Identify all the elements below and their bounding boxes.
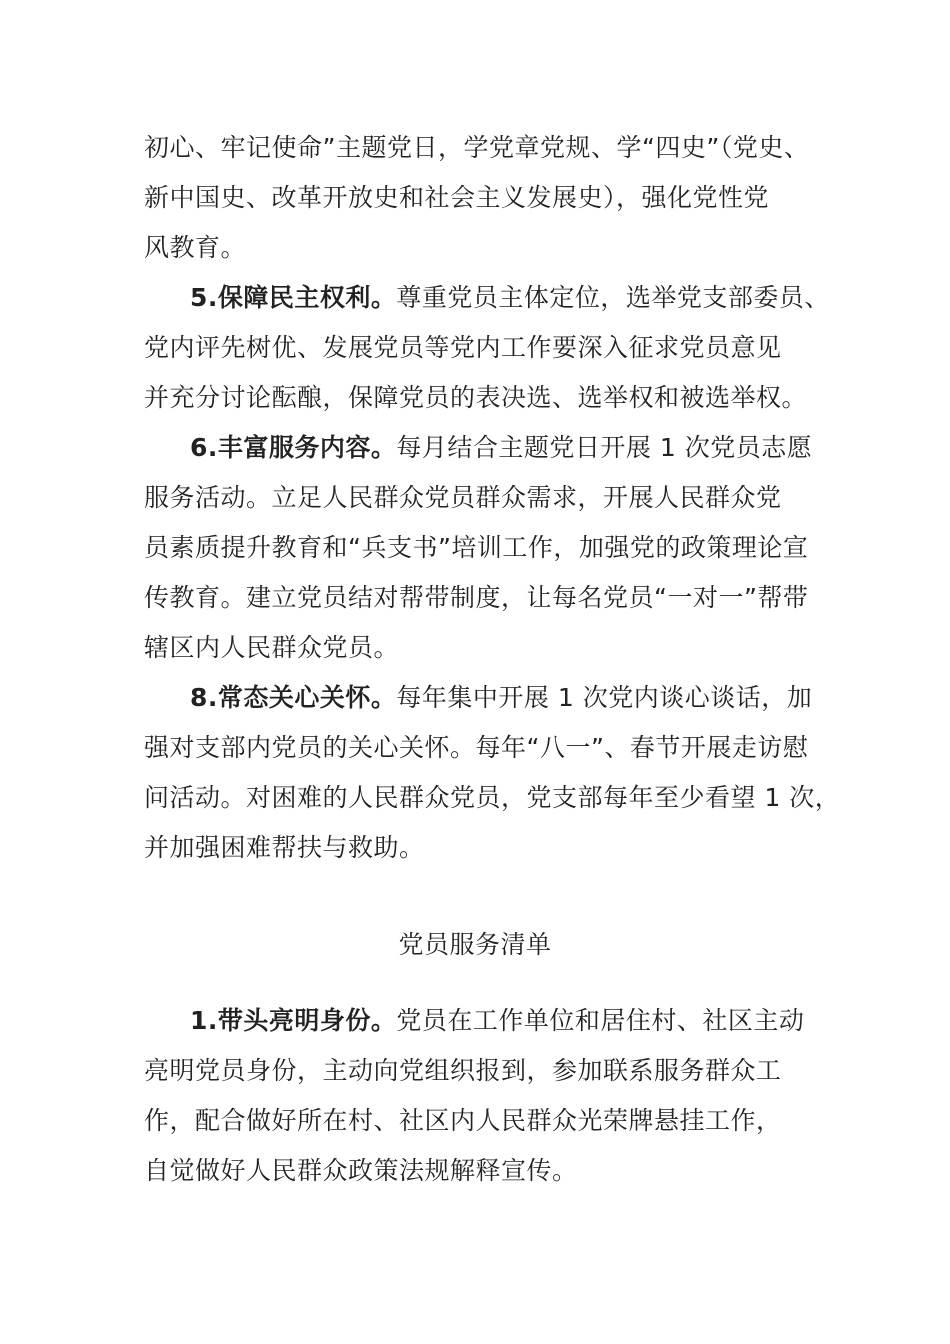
paragraph-line: 亮明党员身份，主动向党组织报到，参加联系服务群众工 bbox=[144, 1056, 782, 1085]
paragraph-line: 服务活动。立足人民群众党员群众需求，开展人民群众党 bbox=[144, 483, 782, 512]
paragraph-first-line bbox=[190, 431, 812, 465]
paragraph-line: 并加强困难帮扶与救助。 bbox=[144, 833, 425, 862]
item-title: 8.常态关心关怀。 bbox=[190, 683, 397, 712]
paragraph-line: 新中国史、改革开放史和社会主义发展史），强化党性党 bbox=[144, 183, 770, 212]
paragraph-line: 作，配合做好所在村、社区内人民群众光荣牌悬挂工作， bbox=[144, 1106, 782, 1135]
paragraph-line: 传教育。建立党员结对帮带制度，让每名党员“一对一”帮带 bbox=[144, 583, 809, 612]
paragraph-first-line bbox=[190, 1004, 804, 1038]
item-title: 6.丰富服务内容。 bbox=[190, 433, 397, 462]
paragraph-line: 辖区内人民群众党员。 bbox=[144, 633, 400, 662]
item-text: 尊重党员主体定位，选举党支部委员、 bbox=[396, 283, 830, 312]
paragraph-line: 自觉做好人民群众政策法规解释宣传。 bbox=[144, 1156, 578, 1185]
item-title: 1.带头亮明身份。 bbox=[190, 1006, 397, 1035]
paragraph-line: 员素质提升教育和“兵支书”培训工作，加强党的政策理论宣 bbox=[144, 533, 809, 562]
item-title: 5.保障民主权利。 bbox=[190, 283, 397, 312]
paragraph-line: 强对支部内党员的关心关怀。每年“八一”、春节开展走访慰 bbox=[144, 733, 809, 762]
paragraph-line: 初心、牢记使命”主题党日，学党章党规、学“四史”（党史、 bbox=[144, 133, 810, 162]
item-text: 每月结合主题党日开展 1 次党员志愿 bbox=[396, 433, 813, 462]
paragraph-first-line bbox=[190, 281, 830, 315]
item-text: 每年集中开展 1 次党内谈心谈话，加 bbox=[396, 683, 813, 712]
paragraph-line: 风教育。 bbox=[144, 233, 247, 262]
paragraph-first-line bbox=[190, 681, 812, 715]
paragraph-line: 并充分讨论酝酿，保障党员的表决选、选举权和被选举权。 bbox=[144, 383, 808, 412]
section-heading: 党员服务清单 bbox=[398, 930, 552, 959]
item-text: 党员在工作单位和居住村、社区主动 bbox=[396, 1006, 805, 1035]
paragraph-line: 问活动。对困难的人民群众党员，党支部每年至少看望 1 次， bbox=[144, 783, 841, 812]
paragraph-line: 党内评先树优、发展党员等党内工作要深入征求党员意见 bbox=[144, 333, 782, 362]
